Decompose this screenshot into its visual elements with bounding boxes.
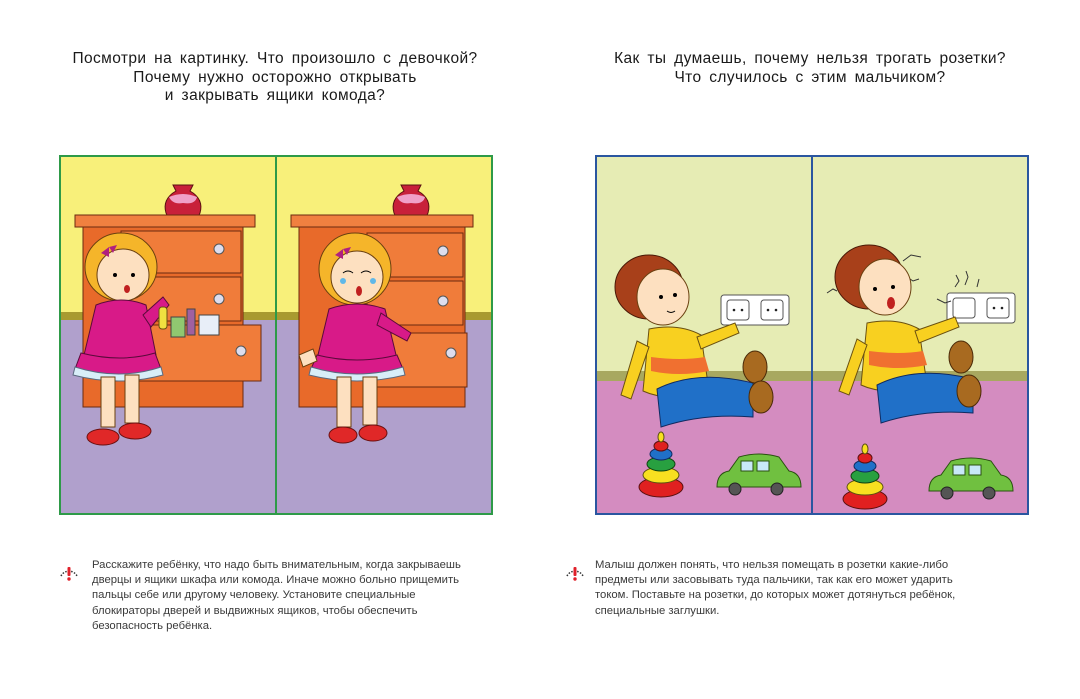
- question-line: Почему нужно осторожно открывать: [133, 68, 417, 86]
- note-line: Малыш должен понять, что нельзя помещать в розетки какие-либо: [595, 559, 949, 571]
- right-page: [540, 0, 1080, 699]
- parent-note: [92, 558, 492, 634]
- note-line: током. Поставьте на розетки, до которых может дотянуться ребёнок,: [595, 589, 956, 602]
- parent-note: [595, 558, 1015, 619]
- question-line: Как ты думаешь, почему нельзя трогать розетки?: [614, 50, 1006, 67]
- note-line: специальные заглушки.: [595, 604, 720, 617]
- boy-and-socket-drawing: [597, 157, 809, 513]
- note-line: Расскажите ребёнку, что надо быть внимательным, когда закрываешь: [92, 559, 461, 571]
- girl-and-dresser-drawing: [61, 157, 273, 513]
- note-line: дверцы и ящики шкафа или комода. Иначе можно больно прищемить: [92, 574, 460, 587]
- question-text: [580, 50, 1040, 87]
- question-line: и закрывать ящики комода?: [164, 87, 386, 104]
- note-line: безопасность ребёнка.: [92, 619, 213, 632]
- warning-exclamation-icon: [564, 562, 586, 584]
- question-line: Что случилось с этим мальчиком?: [674, 68, 946, 86]
- note-line: предметы или засовывать туда пальчики, так как его может ударить: [595, 574, 953, 587]
- note-line: блокираторы дверей и выдвижных ящиков, чтобы обеспечить: [92, 604, 418, 617]
- note-line: пальцы себе или другому человеку. Установите специальные: [92, 589, 416, 602]
- question-line: Посмотри на картинку. Что произошло с девочкой?: [72, 50, 478, 67]
- question-text: [40, 50, 510, 106]
- illustration-frame: [59, 155, 493, 515]
- warning-exclamation-icon: [58, 562, 80, 584]
- illustration-panel-boy-reaching-socket: [597, 157, 813, 513]
- boy-shocked-drawing: [813, 157, 1025, 513]
- illustration-frame: [595, 155, 1029, 515]
- illustration-panel-boy-shocked: [813, 157, 1027, 513]
- girl-crying-drawing: [277, 157, 489, 513]
- illustration-panel-girl-opening-drawer: [61, 157, 277, 513]
- illustration-panel-girl-crying: [277, 157, 491, 513]
